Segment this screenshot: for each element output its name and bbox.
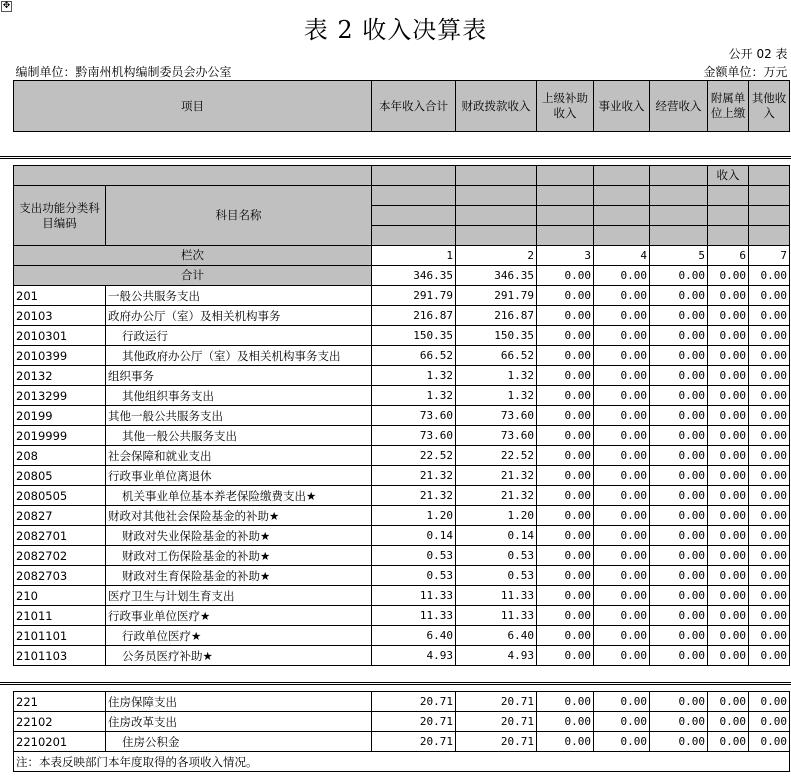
row-value: 11.33 [372, 606, 456, 626]
table-row [14, 406, 790, 426]
row-value: 0.00 [708, 286, 749, 306]
row-value: 6.40 [456, 626, 537, 646]
header-table [13, 44, 790, 132]
row-code: 21011 [14, 606, 106, 626]
row-code: 221 [14, 692, 106, 712]
row-value: 73.60 [456, 406, 537, 426]
row-value: 21.32 [372, 486, 456, 506]
row-code: 20805 [14, 466, 106, 486]
row-value: 1.20 [456, 506, 537, 526]
row-value: 0.53 [372, 546, 456, 566]
row-value: 0.53 [456, 546, 537, 566]
row-code: 20103 [14, 306, 106, 326]
table-note: 注：本表反映部门本年度取得的各项收入情况。 [14, 752, 790, 772]
income-table-continued [13, 691, 790, 772]
row-value: 0.00 [537, 386, 594, 406]
row-value: 0.00 [594, 526, 650, 546]
page-break-divider [0, 156, 791, 159]
row-value: 291.79 [456, 286, 537, 306]
row-value: 1.32 [372, 366, 456, 386]
row-name: 财政对其他社会保险基金的补助★ [106, 506, 372, 526]
header-col-5: 经营收入 [650, 81, 708, 132]
row-name: 组织事务 [106, 366, 372, 386]
row-value: 0.00 [749, 646, 790, 666]
amount-unit: 金额单位：万元 [703, 64, 788, 79]
row-value: 0.00 [594, 566, 650, 586]
row-value: 0.00 [708, 306, 749, 326]
row-value: 0.00 [537, 546, 594, 566]
row-value: 0.00 [650, 606, 708, 626]
row-value: 0.00 [749, 306, 790, 326]
row-value: 0.00 [537, 526, 594, 546]
row-value: 73.60 [372, 426, 456, 446]
row-value: 0.00 [594, 426, 650, 446]
row-value: 4.93 [456, 646, 537, 666]
row-value: 0.00 [708, 732, 749, 752]
total-value: 0.00 [537, 266, 594, 286]
row-value: 0.00 [749, 326, 790, 346]
table-row [14, 692, 790, 712]
row-name: 行政单位医疗★ [106, 626, 372, 646]
row-name: 社会保障和就业支出 [106, 446, 372, 466]
row-value: 0.00 [594, 732, 650, 752]
row-value: 21.32 [456, 486, 537, 506]
total-label: 合计 [14, 266, 372, 286]
row-value: 0.14 [372, 526, 456, 546]
row-name: 其他一般公共服务支出 [106, 426, 372, 446]
header-col-6: 附属单位上缴 [708, 81, 749, 132]
row-value: 0.53 [372, 566, 456, 586]
row-value: 20.71 [456, 712, 537, 732]
header-col-4: 事业收入 [594, 81, 650, 132]
header-col-7: 其他收入 [749, 81, 790, 132]
row-value: 0.00 [708, 712, 749, 732]
row-value: 11.33 [456, 586, 537, 606]
row-value: 0.00 [650, 306, 708, 326]
row-value: 6.40 [372, 626, 456, 646]
row-value: 0.00 [749, 606, 790, 626]
row-code: 201 [14, 286, 106, 306]
income-table [13, 165, 790, 666]
row-value: 21.32 [456, 466, 537, 486]
row-value: 291.79 [372, 286, 456, 306]
row-value: 0.00 [594, 286, 650, 306]
row-value: 0.00 [708, 692, 749, 712]
row-value: 0.00 [749, 466, 790, 486]
row-code: 2013299 [14, 386, 106, 406]
row-value: 0.00 [594, 606, 650, 626]
page-title: 表 2 收入决算表 [303, 16, 488, 44]
row-value: 0.00 [537, 446, 594, 466]
header-col-2: 财政拨款收入 [456, 81, 537, 132]
table-row [14, 486, 790, 506]
row-value: 0.00 [537, 426, 594, 446]
row-value: 1.32 [456, 366, 537, 386]
row-value: 0.00 [749, 446, 790, 466]
row-value: 0.00 [594, 506, 650, 526]
row-value: 66.52 [372, 346, 456, 366]
row-value: 1.20 [372, 506, 456, 526]
page-break-divider-2 [0, 682, 791, 685]
table-row [14, 712, 790, 732]
name-label: 科目名称 [106, 186, 372, 246]
table-row [14, 546, 790, 566]
row-value: 0.00 [594, 466, 650, 486]
row-value: 0.00 [594, 626, 650, 646]
row-value: 0.00 [650, 626, 708, 646]
row-value: 22.52 [456, 446, 537, 466]
row-value: 0.00 [708, 566, 749, 586]
row-value: 0.00 [650, 286, 708, 306]
row-value: 0.00 [594, 586, 650, 606]
row-value: 0.00 [537, 286, 594, 306]
row-value: 0.00 [708, 406, 749, 426]
row-code: 2019999 [14, 426, 106, 446]
row-value: 0.00 [749, 732, 790, 752]
row-value: 0.00 [650, 426, 708, 446]
row-value: 0.00 [708, 446, 749, 466]
table-row [14, 732, 790, 752]
row-value: 0.00 [537, 406, 594, 426]
row-name: 行政事业单位医疗★ [106, 606, 372, 626]
row-value: 0.00 [537, 626, 594, 646]
row-value: 0.00 [594, 546, 650, 566]
row-value: 4.93 [372, 646, 456, 666]
header-col-1: 本年收入合计 [372, 81, 456, 132]
row-value: 0.00 [594, 712, 650, 732]
lane-label: 栏次 [14, 246, 372, 266]
table-move-handle-icon[interactable]: ✥ [2, 1, 11, 11]
row-code: 210 [14, 586, 106, 606]
row-code: 2082702 [14, 546, 106, 566]
row-value: 21.32 [372, 466, 456, 486]
row-value: 0.00 [650, 566, 708, 586]
lane-num: 3 [537, 246, 594, 266]
row-value: 0.00 [749, 426, 790, 446]
table-row [14, 466, 790, 486]
row-value: 0.00 [537, 366, 594, 386]
row-value: 20.71 [456, 732, 537, 752]
row-value: 0.00 [749, 626, 790, 646]
table-row [14, 426, 790, 446]
row-value: 11.33 [372, 586, 456, 606]
row-value: 0.00 [650, 546, 708, 566]
table-row [14, 306, 790, 326]
row-value: 0.00 [708, 466, 749, 486]
row-value: 0.00 [708, 486, 749, 506]
row-name: 财政对工伤保险基金的补助★ [106, 546, 372, 566]
row-value: 0.00 [537, 692, 594, 712]
lane-num: 7 [749, 246, 790, 266]
row-value: 0.00 [708, 366, 749, 386]
table-row [14, 386, 790, 406]
table-row [14, 506, 790, 526]
table-row [14, 646, 790, 666]
row-value: 0.00 [708, 606, 749, 626]
row-value: 0.00 [749, 346, 790, 366]
row-value: 0.00 [650, 646, 708, 666]
row-value: 0.00 [594, 486, 650, 506]
row-code: 22102 [14, 712, 106, 732]
row-value: 0.00 [537, 712, 594, 732]
row-name: 财政对失业保险基金的补助★ [106, 526, 372, 546]
row-value: 0.00 [749, 366, 790, 386]
table-row [14, 526, 790, 546]
row-value: 0.00 [594, 326, 650, 346]
row-value: 0.00 [749, 386, 790, 406]
row-value: 0.00 [650, 506, 708, 526]
row-value: 216.87 [456, 306, 537, 326]
row-value: 0.00 [537, 586, 594, 606]
table-row [14, 326, 790, 346]
table-row [14, 346, 790, 366]
table-number: 公开 02 表 [728, 46, 788, 61]
row-name: 公务员医疗补助★ [106, 646, 372, 666]
row-value: 0.00 [650, 712, 708, 732]
row-value: 0.00 [537, 326, 594, 346]
row-code: 20132 [14, 366, 106, 386]
row-name: 行政运行 [106, 326, 372, 346]
total-value: 346.35 [372, 266, 456, 286]
lane-num: 5 [650, 246, 708, 266]
row-value: 0.00 [708, 546, 749, 566]
row-value: 0.00 [749, 506, 790, 526]
row-value: 150.35 [456, 326, 537, 346]
row-code: 2010301 [14, 326, 106, 346]
row-value: 0.00 [594, 386, 650, 406]
table-row [14, 286, 790, 306]
row-value: 1.32 [372, 386, 456, 406]
total-value: 0.00 [708, 266, 749, 286]
income-fragment: 收入 [708, 166, 749, 186]
row-name: 财政对生育保险基金的补助★ [106, 566, 372, 586]
row-value: 0.00 [749, 526, 790, 546]
code-label: 支出功能分类科目编码 [14, 186, 106, 246]
row-value: 0.00 [749, 566, 790, 586]
row-value: 0.14 [456, 526, 537, 546]
row-name: 机关事业单位基本养老保险缴费支出★ [106, 486, 372, 506]
row-value: 0.00 [749, 692, 790, 712]
row-value: 0.00 [749, 286, 790, 306]
row-name: 住房改革支出 [106, 712, 372, 732]
row-code: 20827 [14, 506, 106, 526]
row-value: 20.71 [372, 692, 456, 712]
row-value: 0.00 [537, 306, 594, 326]
row-code: 2010399 [14, 346, 106, 366]
table-row [14, 566, 790, 586]
row-value: 0.00 [749, 586, 790, 606]
table-row [14, 586, 790, 606]
row-value: 0.00 [537, 466, 594, 486]
row-value: 0.00 [708, 586, 749, 606]
row-value: 0.00 [594, 446, 650, 466]
row-value: 0.53 [456, 566, 537, 586]
row-value: 0.00 [708, 506, 749, 526]
row-value: 20.71 [372, 712, 456, 732]
row-value: 0.00 [749, 546, 790, 566]
row-value: 0.00 [708, 426, 749, 446]
row-value: 0.00 [650, 732, 708, 752]
row-name: 行政事业单位离退休 [106, 466, 372, 486]
row-name: 其他一般公共服务支出 [106, 406, 372, 426]
row-name: 其他政府办公厅（室）及相关机构事务支出 [106, 346, 372, 366]
row-value: 0.00 [749, 406, 790, 426]
table-row [14, 606, 790, 626]
lane-num: 2 [456, 246, 537, 266]
lane-num: 1 [372, 246, 456, 266]
row-value: 0.00 [708, 326, 749, 346]
row-value: 0.00 [594, 306, 650, 326]
row-value: 0.00 [708, 526, 749, 546]
row-value: 73.60 [372, 406, 456, 426]
compile-unit: 编制单位：黔南州机构编制委员会办公室 [15, 64, 232, 79]
row-name: 住房公积金 [106, 732, 372, 752]
row-value: 0.00 [749, 486, 790, 506]
total-value: 0.00 [650, 266, 708, 286]
row-name: 医疗卫生与计划生育支出 [106, 586, 372, 606]
lane-num: 6 [708, 246, 749, 266]
row-code: 2210201 [14, 732, 106, 752]
row-value: 0.00 [594, 346, 650, 366]
row-value: 20.71 [372, 732, 456, 752]
row-code: 2082703 [14, 566, 106, 586]
row-value: 0.00 [650, 692, 708, 712]
row-value: 0.00 [594, 406, 650, 426]
table-row [14, 366, 790, 386]
row-value: 0.00 [650, 346, 708, 366]
row-value: 150.35 [372, 326, 456, 346]
row-value: 0.00 [650, 406, 708, 426]
row-code: 2080505 [14, 486, 106, 506]
row-value: 22.52 [372, 446, 456, 466]
total-value: 0.00 [594, 266, 650, 286]
row-value: 0.00 [708, 646, 749, 666]
row-name: 其他组织事务支出 [106, 386, 372, 406]
row-value: 0.00 [537, 732, 594, 752]
row-value: 0.00 [650, 486, 708, 506]
row-value: 1.32 [456, 386, 537, 406]
row-value: 0.00 [650, 586, 708, 606]
row-value: 0.00 [749, 712, 790, 732]
row-value: 0.00 [708, 346, 749, 366]
row-value: 0.00 [594, 366, 650, 386]
row-value: 216.87 [372, 306, 456, 326]
row-value: 0.00 [537, 486, 594, 506]
row-value: 0.00 [537, 506, 594, 526]
row-code: 20199 [14, 406, 106, 426]
table-row [14, 446, 790, 466]
row-name: 一般公共服务支出 [106, 286, 372, 306]
row-code: 2082701 [14, 526, 106, 546]
row-value: 73.60 [456, 426, 537, 446]
lane-num: 4 [594, 246, 650, 266]
row-value: 0.00 [594, 692, 650, 712]
row-code: 2101101 [14, 626, 106, 646]
total-value: 346.35 [456, 266, 537, 286]
row-code: 208 [14, 446, 106, 466]
row-name: 住房保障支出 [106, 692, 372, 712]
row-value: 11.33 [456, 606, 537, 626]
header-col-3: 上级补助收入 [537, 81, 594, 132]
header-item: 项目 [14, 81, 372, 132]
row-value: 0.00 [594, 646, 650, 666]
row-value: 0.00 [537, 606, 594, 626]
row-value: 0.00 [708, 386, 749, 406]
row-value: 0.00 [537, 566, 594, 586]
row-value: 0.00 [650, 326, 708, 346]
row-value: 66.52 [456, 346, 537, 366]
row-name: 政府办公厅（室）及相关机构事务 [106, 306, 372, 326]
row-value: 0.00 [650, 366, 708, 386]
row-value: 0.00 [650, 386, 708, 406]
row-value: 0.00 [537, 646, 594, 666]
row-value: 0.00 [537, 346, 594, 366]
row-code: 2101103 [14, 646, 106, 666]
table-row [14, 626, 790, 646]
total-value: 0.00 [749, 266, 790, 286]
row-value: 0.00 [650, 526, 708, 546]
row-value: 0.00 [650, 446, 708, 466]
row-value: 0.00 [650, 466, 708, 486]
row-value: 20.71 [456, 692, 537, 712]
row-value: 0.00 [708, 626, 749, 646]
